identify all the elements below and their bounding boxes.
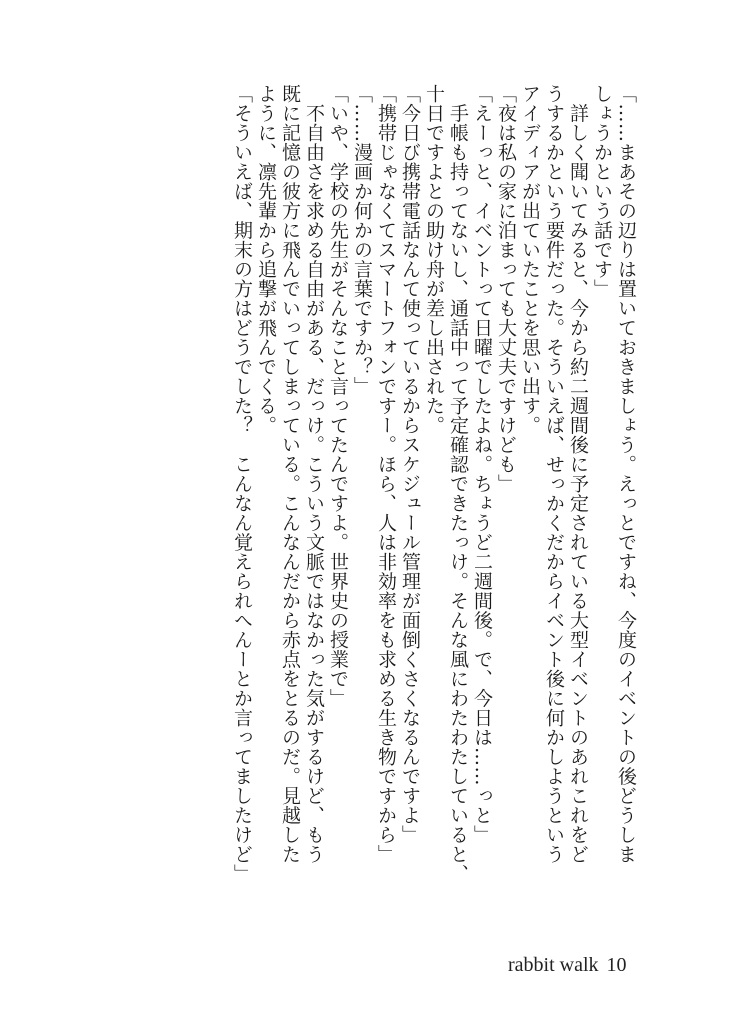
text-line: 「……漫画か何かの言葉ですか？」	[351, 84, 373, 396]
text-line: 「えーっと、イベントって日曜でしたよね。ちょうど二週間後。で、今日は……っと」	[471, 84, 493, 845]
text-line: 「……まあその辺りは置いておきましょう。えっとですね、今度のイベントの後どうしま	[615, 84, 637, 864]
text-line: ように、凛先輩から追撃が飛んでくる。	[255, 84, 277, 435]
text-line: 「いや、学校の先生がそんなこと言ってたんですよ。世界史の授業で」	[327, 84, 349, 708]
page-number: 10	[606, 954, 627, 976]
text-line: うするかという要件だった。そういえば、せっかくだからイベント後に何かしようという	[543, 84, 565, 864]
text-line: 手帳も持ってないし、通話中って予定確認できたっけ。そんな風にわたわたしていると、	[447, 84, 469, 884]
vertical-text-body	[68, 84, 638, 914]
text-line: 「そういえば、期末の方はどうでした？ こんなん覚えられへんーとか言ってましたけど」	[231, 84, 253, 884]
text-line: 「夜は私の家に泊まっても大丈夫ですけども」	[495, 84, 517, 494]
text-line: 詳しく聞いてみると、今から約二週間後に予定されている大型イベントのあれこれをど	[567, 84, 589, 864]
page-footer	[508, 954, 627, 977]
text-line: 既に記憶の彼方に飛んでいってしまっている。こんなんだから赤点をとるのだ。見越した	[279, 84, 301, 864]
text-line: しょうかという話です」	[591, 84, 613, 299]
text-line: 不自由さを求める自由がある、だっけ。こういう文脈ではなかった気がするけど、もう	[303, 84, 325, 864]
book-title: rabbit walk	[508, 954, 599, 976]
text-line: 「今日び携帯電話なんて使っているからスケジュール管理が面倒くさくなるんですよ」	[399, 84, 421, 845]
text-line: 十日ですよとの助け舟が差し出された。	[423, 84, 445, 435]
text-line: 「携帯じゃなくてスマートフォンですー。ほら、人は非効率をも求める生き物ですから」	[375, 84, 397, 864]
text-line: アイディアが出ていたことを思い出す。	[519, 84, 541, 435]
